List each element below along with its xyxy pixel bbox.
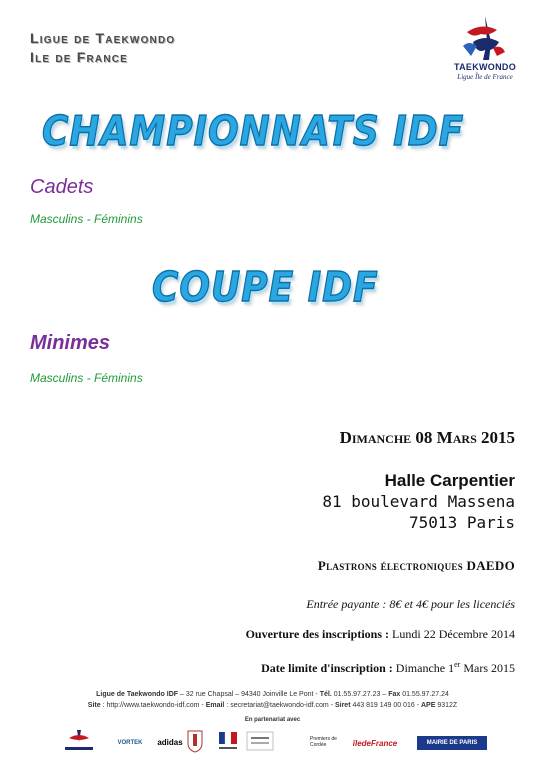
sponsor-strip: [55, 728, 495, 758]
footer-tel: 01.55.97.27.23 –: [331, 691, 389, 698]
footer-site[interactable]: : http://www.taekwondo-idf.com -: [100, 702, 206, 709]
sponsor-adidas: adidas: [157, 737, 183, 747]
entry-fee: Entrée payante : 8€ et 4€ pour les licenciés: [306, 597, 515, 611]
category-minimes: Minimes: [30, 332, 111, 354]
equipment-note: Plastrons électroniques DAEDO: [317, 558, 515, 573]
cnds-logo-icon: [245, 730, 275, 752]
footer-address-text: – 32 rue Chapsal – 94340 Joinville Le Pont -: [178, 691, 320, 698]
registration-open-value: Lundi 22 Décembre 2014: [392, 627, 515, 641]
footer-contacts: [0, 702, 545, 709]
registration-open-label: Ouverture des inscriptions :: [245, 627, 393, 641]
venue-name: Halle Carpentier: [384, 471, 515, 490]
deadline-value-pre: Dimanche 1: [395, 661, 455, 675]
venue-city: 75013 Paris: [409, 513, 515, 532]
footer-email-label: Email: [205, 702, 225, 709]
footer-ape: 9312Z: [435, 702, 458, 709]
logo-subtitle: Ligue Île de France: [457, 73, 513, 81]
event-date: Dimanche 08 Mars 2015: [339, 428, 515, 447]
footer-address: [0, 691, 545, 698]
sponsor-mairie-paris: MAIRIE DE PARIS: [417, 736, 487, 750]
city-crest-icon: [185, 728, 205, 754]
league-name: Ligue de Taekwondo: [30, 30, 176, 46]
coupe-title: COUPE IDF: [152, 264, 379, 312]
logo-wordmark: TAEKWONDO: [453, 62, 517, 72]
footer-siret-label: Siret: [334, 702, 351, 709]
deadline-value-post: Mars 2015: [460, 661, 515, 675]
footer-tel-label: Tél.: [319, 691, 332, 698]
ftkd-logo-icon: [59, 728, 99, 754]
footer-fax-label: Fax: [388, 691, 401, 698]
venue-street: 81 boulevard Massena: [322, 492, 515, 511]
deadline-label: Date limite d'inscription :: [261, 661, 396, 675]
deadline-value-sup: er: [454, 660, 461, 669]
league-region: Ile de France: [30, 49, 129, 65]
footer-league: Ligue de Taekwondo IDF: [96, 691, 179, 698]
sponsor-iledefrance: îledeFrance: [352, 738, 398, 748]
registration-open: [246, 627, 515, 642]
footer-siret: 443 819 149 00 016 -: [350, 702, 421, 709]
championnats-title: CHAMPIONNATS IDF: [42, 108, 465, 156]
republique-francaise-icon: [215, 728, 241, 754]
sponsor-cdos: Premiers de Cordée: [310, 736, 337, 748]
minimes-genders: Masculins - Féminins: [30, 371, 143, 385]
footer-fax: 01.55.97.27.24: [400, 691, 449, 698]
footer-site-label: Site: [87, 702, 101, 709]
category-cadets: Cadets: [30, 176, 94, 198]
registration-deadline: [261, 660, 515, 676]
partner-heading: En partenariat avec: [244, 717, 301, 723]
footer-ape-label: APE: [420, 702, 436, 709]
footer-email[interactable]: : secretariat@taekwondo-idf.com -: [224, 702, 335, 709]
sponsor-vortek: VORTEK: [117, 740, 143, 746]
cadets-genders: Masculins - Féminins: [30, 212, 143, 226]
